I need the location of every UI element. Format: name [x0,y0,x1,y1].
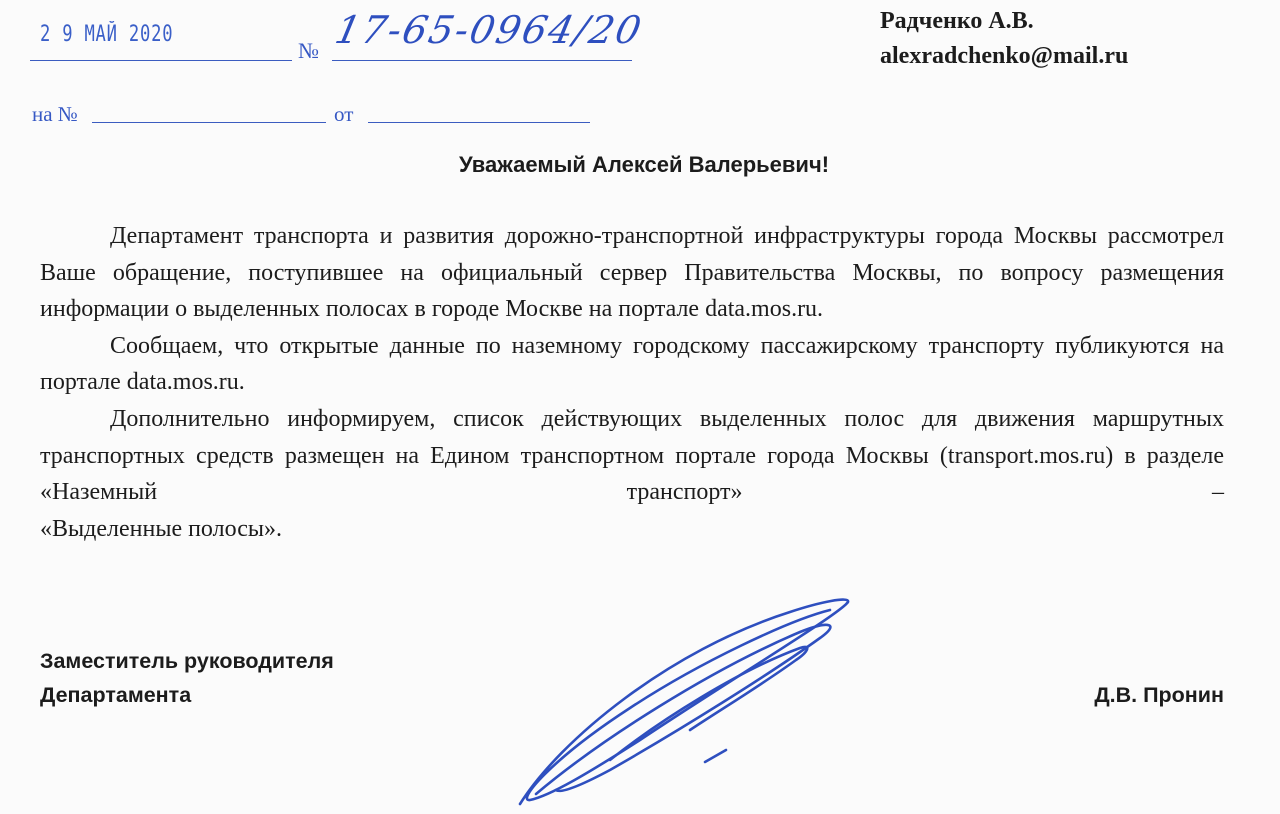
number-underline [332,60,632,61]
date-underline [30,60,292,61]
greeting: Уважаемый Алексей Валерьевич! [458,152,830,177]
reply-to-underline [92,122,326,123]
letter-body [40,218,1224,547]
body-paragraph-3-end: «Выделенные полосы». [40,515,282,542]
body-paragraph-2: Сообщаем, что открытые данные по наземному городскому пассажирскому транспорту публикуются на портале data.mos.ru. [40,332,1224,396]
body-paragraph-3: Дополнительно информируем, список действующих выделенных полос для движения маршрутных транспортных средств размещен на Едином транспортном портале города Москвы (transport.mos.ru) в разделе «Наземный транспорт» – [40,405,1224,506]
signer-name: Д.В. Пронин [1094,683,1224,707]
reply-to-label: на № [32,102,78,126]
from-label: от [334,102,354,126]
body-paragraph-1: Департамент транспорта и развития дорожно-транспортной инфраструктуры города Москвы рассмотрел Ваше обращение, поступившее на официальный сервер Правительства Москвы, по вопросу размещения информации о выделенных полосах в городе Москве на портале data.mos.ru. [40,223,1224,323]
registration-date-stamp: 2 9 МАЙ 2020 [40,22,174,47]
signer-title [40,644,334,712]
recipient-name: Радченко А.В. [880,8,1034,34]
number-sign: № [298,38,319,63]
from-underline [368,122,590,123]
handwritten-outgoing-number: 17-65-0964/20 [331,8,647,52]
signer-title-line-1: Заместитель руководителя [40,649,334,673]
handwritten-signature [490,590,870,814]
signer-title-line-2: Департамента [40,683,192,707]
recipient-block [880,4,1128,74]
recipient-email: alexradchenko@mail.ru [880,43,1129,69]
